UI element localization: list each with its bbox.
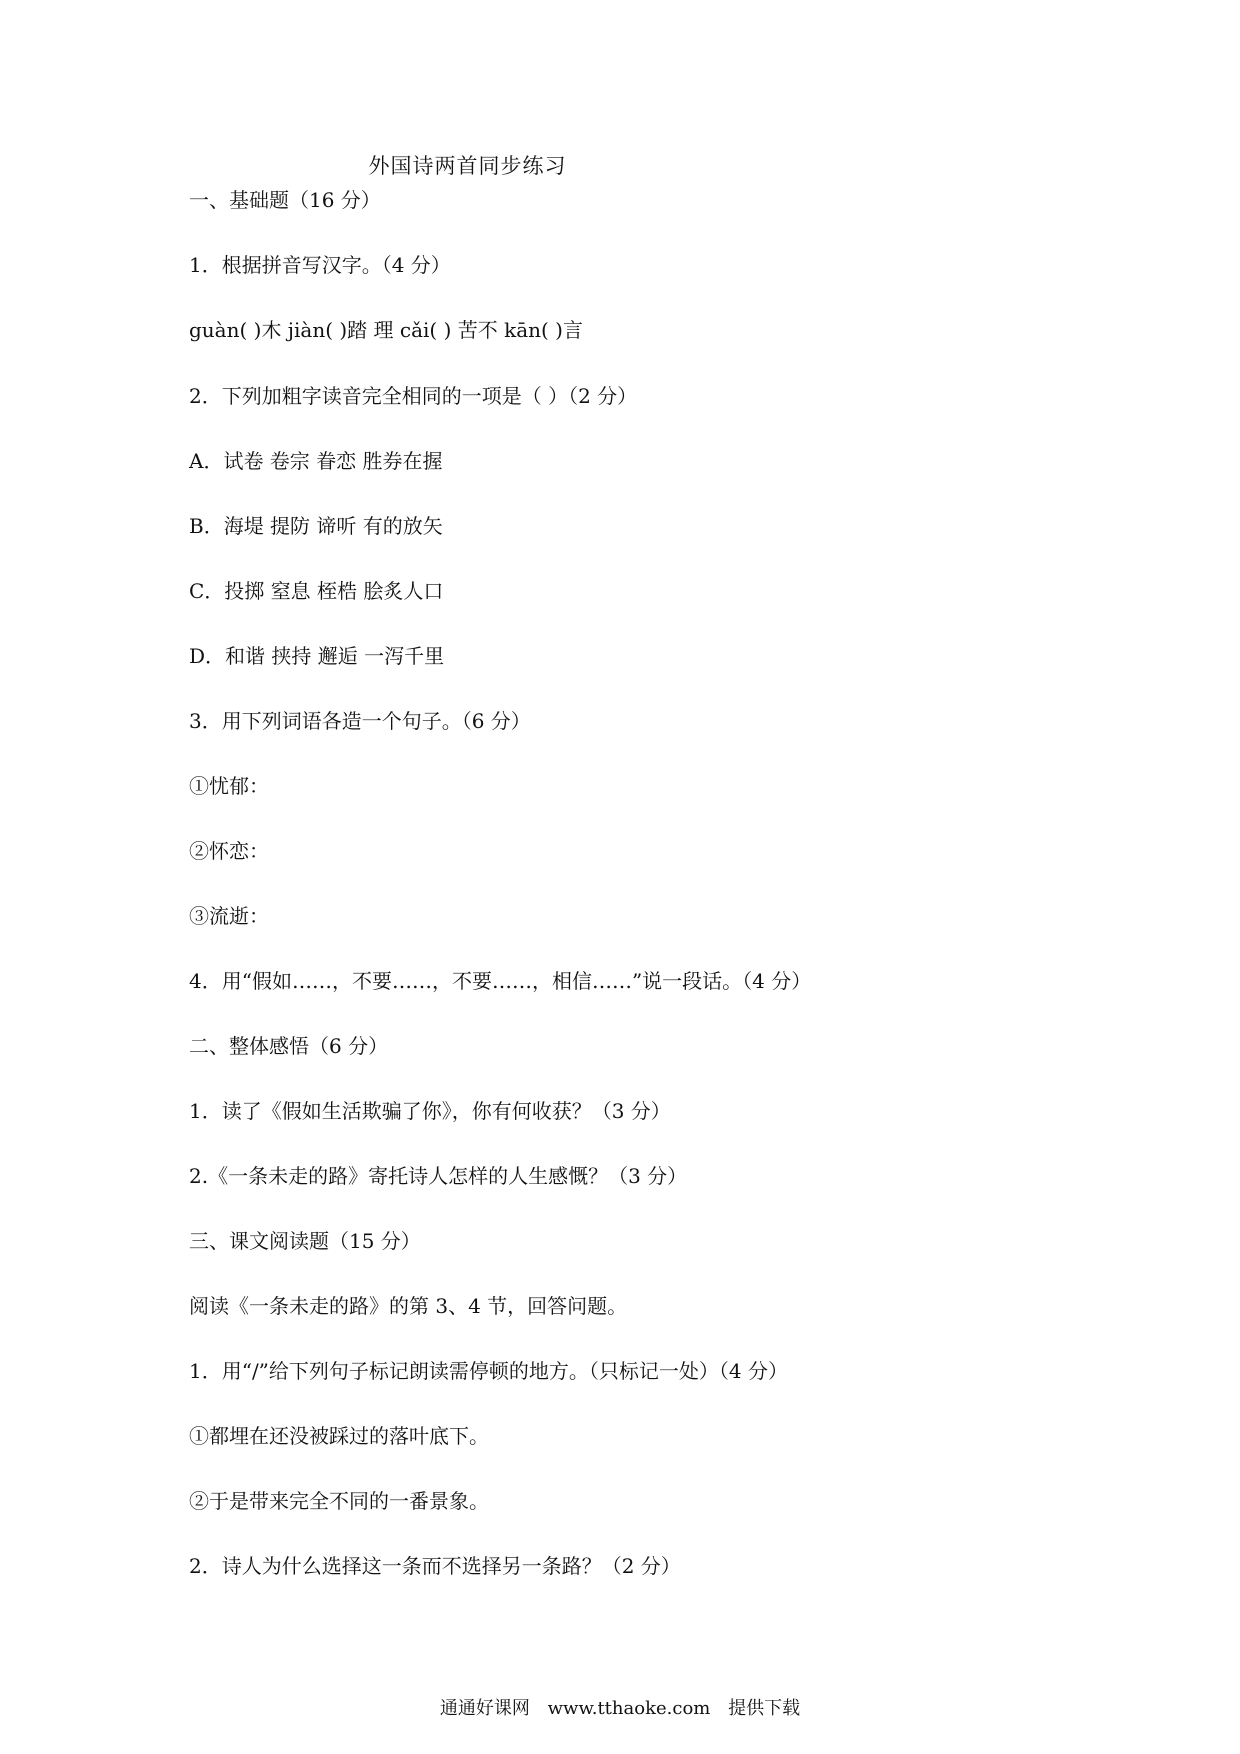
question-2-option-c: C．投掷 窒息 桎梏 脍炙人口 <box>189 579 444 603</box>
section-3-question-1-item-1: ①都埋在还没被踩过的落叶底下。 <box>189 1424 489 1448</box>
question-2-option-d: D．和谐 挟持 邂逅 一泻千里 <box>189 644 445 668</box>
question-1: 1．根据拼音写汉字。（4 分） <box>189 253 451 277</box>
question-2: 2．下列加粗字读音完全相同的一项是（ ）（2 分） <box>189 384 638 408</box>
section-2-heading: 二、整体感悟（6 分） <box>189 1034 389 1058</box>
section-2-question-2: 2.《一条未走的路》寄托诗人怎样的人生感慨？（3 分） <box>189 1164 688 1188</box>
footer-site-name: 通通好课网 <box>439 1698 530 1719</box>
section-3-question-1-item-2: ②于是带来完全不同的一番景象。 <box>189 1489 489 1513</box>
question-2-option-a: A．试卷 卷宗 眷恋 胜券在握 <box>189 449 443 473</box>
question-1-pinyin: guàn( )木 jiàn( )踏 理 cǎi( ) 苦不 kān( )言 <box>189 318 583 342</box>
section-3-heading: 三、课文阅读题（15 分） <box>189 1229 421 1253</box>
section-3-question-2: 2．诗人为什么选择这一条而不选择另一条路？（2 分） <box>189 1554 681 1578</box>
section-1-heading: 一、基础题（16 分） <box>189 188 381 212</box>
section-3-intro: 阅读《一条未走的路》的第 3、4 节，回答问题。 <box>189 1294 628 1318</box>
question-4: 4．用“假如……，不要……，不要……，相信……”说一段话。（4 分） <box>189 969 812 993</box>
question-3-item-2: ②怀恋： <box>189 839 269 863</box>
footer-url[interactable]: www.tthaoke.com <box>547 1698 711 1719</box>
footer-action: 提供下载 <box>728 1698 801 1719</box>
section-2-question-1: 1．读了《假如生活欺骗了你》，你有何收获？（3 分） <box>189 1099 671 1123</box>
page-footer <box>0 1694 1240 1720</box>
section-3-question-1: 1．用“/”给下列句子标记朗读需停顿的地方。（只标记一处）（4 分） <box>189 1359 788 1383</box>
question-3: 3．用下列词语各造一个句子。（6 分） <box>189 709 531 733</box>
question-3-item-3: ③流逝： <box>189 904 269 928</box>
question-3-item-1: ①忧郁： <box>189 774 269 798</box>
question-2-option-b: B．海堤 提防 谛听 有的放矢 <box>189 514 443 538</box>
page-title: 外国诗两首同步练习 <box>368 154 567 178</box>
